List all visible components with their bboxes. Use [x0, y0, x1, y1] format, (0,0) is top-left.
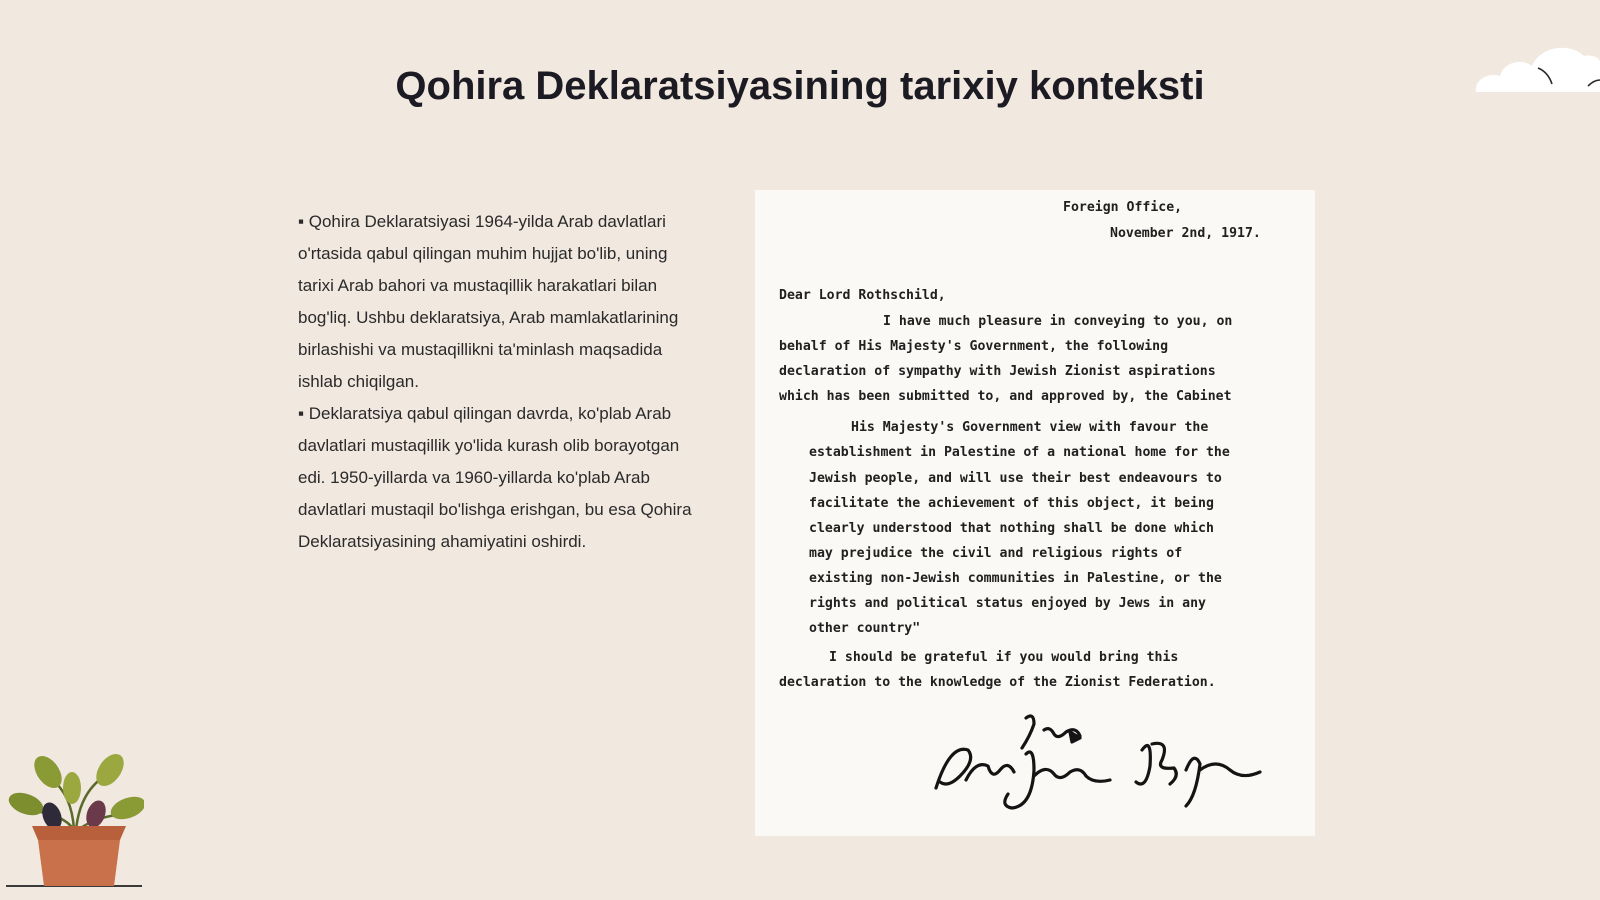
potted-plant-icon: [4, 744, 144, 890]
letter-line: declaration to the knowledge of the Zionist Federation.: [779, 675, 1216, 690]
paragraph: ▪ Qohira Deklaratsiyasi 1964-yilda Arab davlatlari o'rtasida qabul qilingan muhim hujjat bo'lib, uning tarixi Arab bahori va mustaqillik harakatlari bilan bog'liq. Ushbu deklaratsiya, Arab mamlakatlarining birlashishi va mustaqillikni ta'minlash maqsadida ishlab chiqilgan.: [298, 212, 679, 391]
letter-quote-line: rights and political status enjoyed by Jews in any: [809, 596, 1206, 611]
letter-quote-line: Jewish people, and will use their best endeavours to: [809, 471, 1222, 486]
paragraph: ▪ Deklaratsiya qabul qilingan davrda, ko'plab Arab davlatlari mustaqillik yo'lida kurash olib borayotgan edi. 1950-yillarda va 1960-yillarda ko'plab Arab davlatlari mustaqil bo'lishga erishgan, bu esa Qohira Deklaratsiyasining ahamiyatini oshirdi.: [298, 404, 692, 551]
letter-quote-line: establishment in Palestine of a national home for the: [809, 445, 1230, 460]
letter-quote-line: facilitate the achievement of this object, it being: [809, 496, 1214, 511]
letter-quote-line: His Majesty's Government view with favour the: [851, 420, 1209, 435]
letter-line: I have much pleasure in conveying to you, on: [883, 314, 1233, 329]
letter-line: I should be grateful if you would bring this: [829, 650, 1179, 665]
letter-quote-line: other country": [809, 621, 921, 636]
slide-title: Qohira Deklaratsiyasining tarixiy konteksti: [395, 64, 1205, 108]
letter-line: which has been submitted to, and approved by, the Cabinet: [779, 389, 1232, 404]
letter-line: declaration of sympathy with Jewish Zionist aspirations: [779, 364, 1216, 379]
signature-icon: [930, 710, 1280, 835]
letter-quote-line: may prejudice the civil and religious rights of: [809, 546, 1183, 561]
letter-header-line: Foreign Office,: [1063, 200, 1183, 215]
letter-quote-line: existing non-Jewish communities in Palestine, or the: [809, 571, 1222, 586]
letter-line: behalf of His Majesty's Government, the following: [779, 339, 1169, 354]
letter-header-line: November 2nd, 1917.: [1110, 226, 1261, 241]
body-text: [298, 206, 698, 558]
letter-salutation: Dear Lord Rothschild,: [779, 288, 946, 303]
letter-quote-line: clearly understood that nothing shall be done which: [809, 521, 1214, 536]
